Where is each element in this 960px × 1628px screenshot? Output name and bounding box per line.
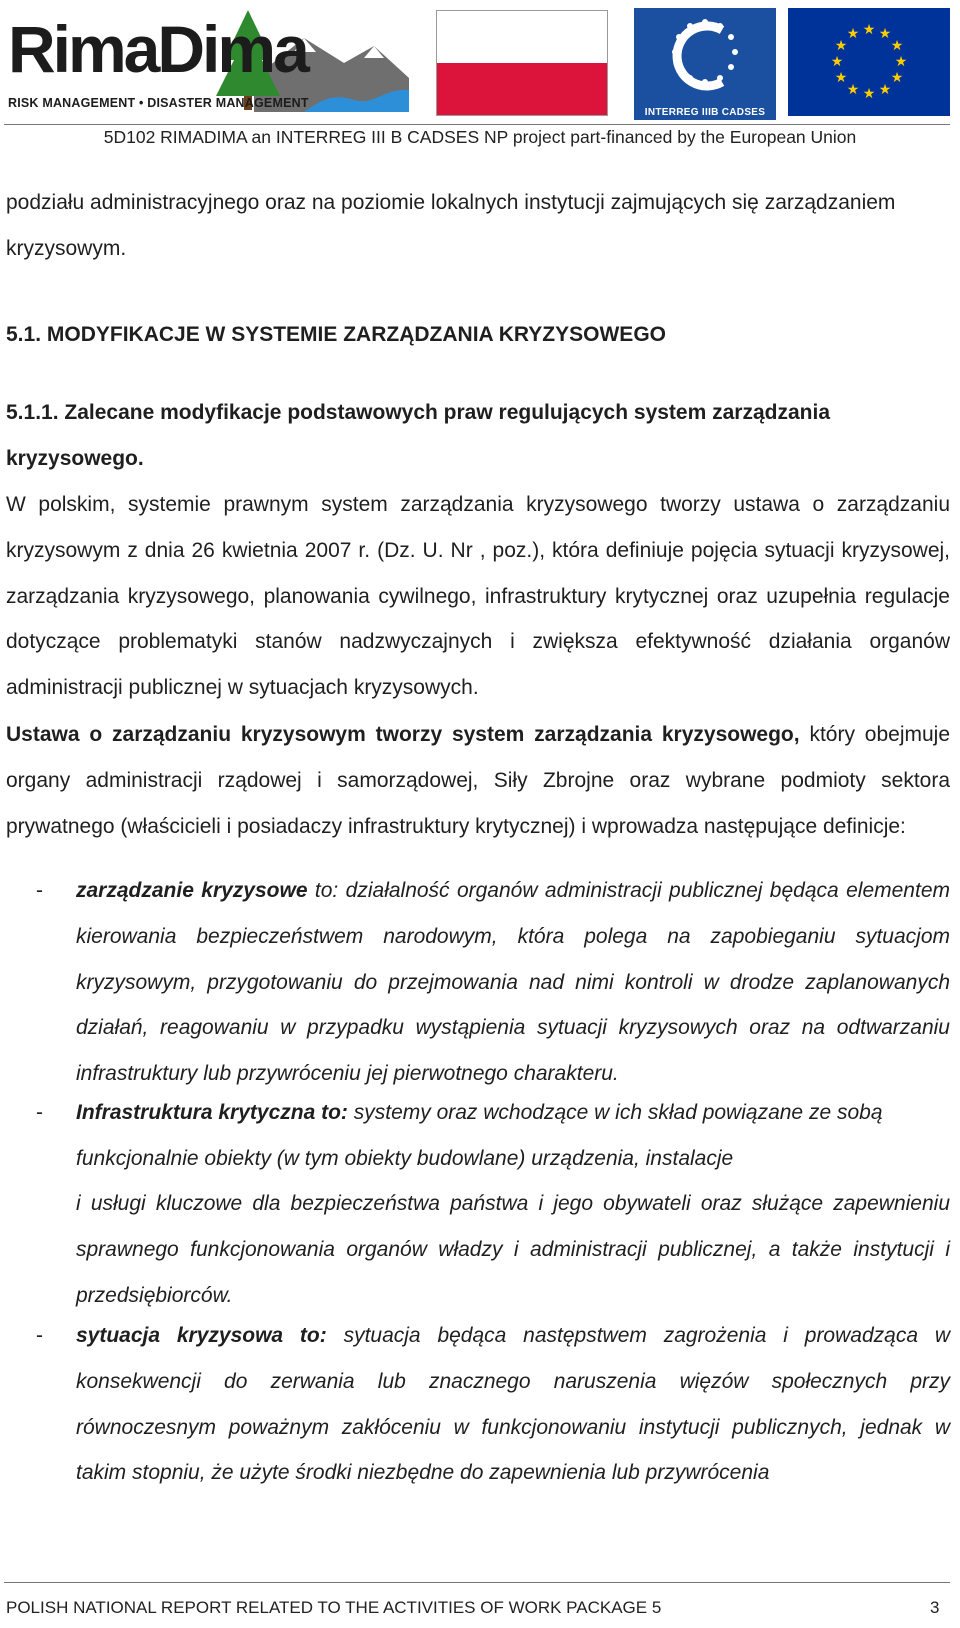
paragraph-law-definitions — [6, 712, 950, 849]
definition-item — [76, 1313, 950, 1496]
definition-text: to: działalność organów administracji publicznej będąca elementem kierowania bezpieczeństwem narodowym, która polega na zapobieganiu sytuacjom kryzysowym, przygotowaniu do przejmowania nad nimi kontroli w drodze zaplanowanych działań, reagowaniu w przypadku wystąpienia sytuacji kryzysowych oraz na odtwarzaniu infrastruktury lub przywróceniu jej pierwotnego charakteru. — [76, 879, 950, 1086]
logo-subtitle: RISK MANAGEMENT • DISASTER MANAGEMENT — [8, 96, 309, 110]
header-caption: 5D102 RIMADIMA an INTERREG III B CADSES NP project part-financed by the European Union — [103, 127, 857, 147]
definition-term: zarządzanie kryzysowe — [76, 879, 308, 902]
list-dash: - — [36, 879, 43, 902]
law-rest-text: który obejmuje organy administracji rządowej i samorządowej, Siły Zbrojne oraz wybrane podmioty sektora prywatnego (właścicieli i posiadaczy infrastruktury krytycznej) i wprowadza następujące definicje: — [6, 723, 950, 838]
svg-text:★: ★ — [890, 38, 904, 54]
paragraph-intro: podziału administracyjnego oraz na poziomie lokalnych instytucji zajmujących się zarządzaniem kryzysowym. — [6, 191, 896, 260]
footer-divider — [4, 1582, 950, 1583]
list-dash: - — [36, 1324, 43, 1347]
svg-text:★: ★ — [862, 22, 876, 38]
svg-text:★: ★ — [846, 26, 860, 42]
svg-text:★: ★ — [894, 54, 908, 70]
svg-text:★: ★ — [878, 26, 892, 42]
eu-stars-icon — [788, 8, 950, 116]
svg-text:★: ★ — [890, 70, 904, 86]
section-heading: 5.1. MODYFIKACJE W SYSTEMIE ZARZĄDZANIA KRYZYSOWEGO — [6, 323, 666, 346]
rimadima-logo — [4, 8, 414, 112]
svg-text:★: ★ — [834, 38, 848, 54]
svg-text:★: ★ — [834, 70, 848, 86]
svg-text:★: ★ — [830, 54, 844, 70]
poland-flag — [436, 10, 608, 116]
definition-item — [76, 1090, 950, 1182]
paragraph-legal-system: W polskim, systemie prawnym system zarządzania kryzysowego tworzy ustawa o zarządzaniu kryzysowym z dnia 26 kwietnia 2007 r. (Dz. U. Nr , poz.), która definiuje pojęcia sytuacji kryzysowej, zarządzania kryzysowego, planowania cywilnego, infrastruktury krytycznej oraz uzupełnia regulacje dotyczące problematyki stanów nadzwyczajnych i zwiększa efektywność działania organów administracji publicznej w sytuacjach kryzysowych. — [6, 493, 950, 700]
definition-term: sytuacja kryzysowa to: — [76, 1324, 327, 1347]
cadses-label: INTERREG IIIB CADSES — [644, 107, 766, 118]
definition-text: systemy oraz wchodzące w ich skład powiązane ze sobą funkcjonalnie obiekty (w tym obiekty budowlane) urządzenia, instalacje — [76, 1101, 883, 1170]
subsection-heading: 5.1.1. Zalecane modyfikacje podstawowych praw regulujących system zarządzania kryzysowego. — [6, 401, 830, 470]
svg-text:★: ★ — [862, 86, 876, 102]
eu-flag — [788, 8, 950, 116]
logo-wordmark: RimaDima — [8, 12, 307, 86]
page-number: 3 — [930, 1598, 940, 1617]
header-divider — [4, 124, 950, 125]
svg-text:★: ★ — [846, 82, 860, 98]
list-dash: - — [36, 1101, 43, 1124]
interreg-cadses-logo — [634, 8, 776, 120]
footer-report-title: POLISH NATIONAL REPORT RELATED TO THE ACTIVITIES OF WORK PACKAGE 5 — [6, 1598, 662, 1617]
definition-term: Infrastruktura krytyczna to: — [76, 1101, 348, 1124]
cadses-stars-icon — [634, 8, 776, 104]
law-bold-phrase: Ustawa o zarządzaniu kryzysowym tworzy system zarządzania kryzysowego, — [6, 723, 800, 746]
definition-continuation: i usługi kluczowe dla bezpieczeństwa państwa i jego obywateli oraz służące zapewnieniu sprawnego funkcjonowania organów władzy i administracji publicznej, a także instytucji i przedsiębiorców. — [76, 1192, 950, 1307]
svg-text:★: ★ — [878, 82, 892, 98]
definition-item — [76, 868, 950, 1097]
definition-text: sytuacja będąca następstwem zagrożenia i prowadząca w konsekwencji do zerwania lub znacznego naruszenia więzów społecznych przy równoczesnym poważnym zakłóceniu w funkcjonowaniu instytucji publicznych, jednak w takim stopniu, że użyte środki niezbędne do zapewnienia lub przywrócenia — [76, 1324, 950, 1485]
